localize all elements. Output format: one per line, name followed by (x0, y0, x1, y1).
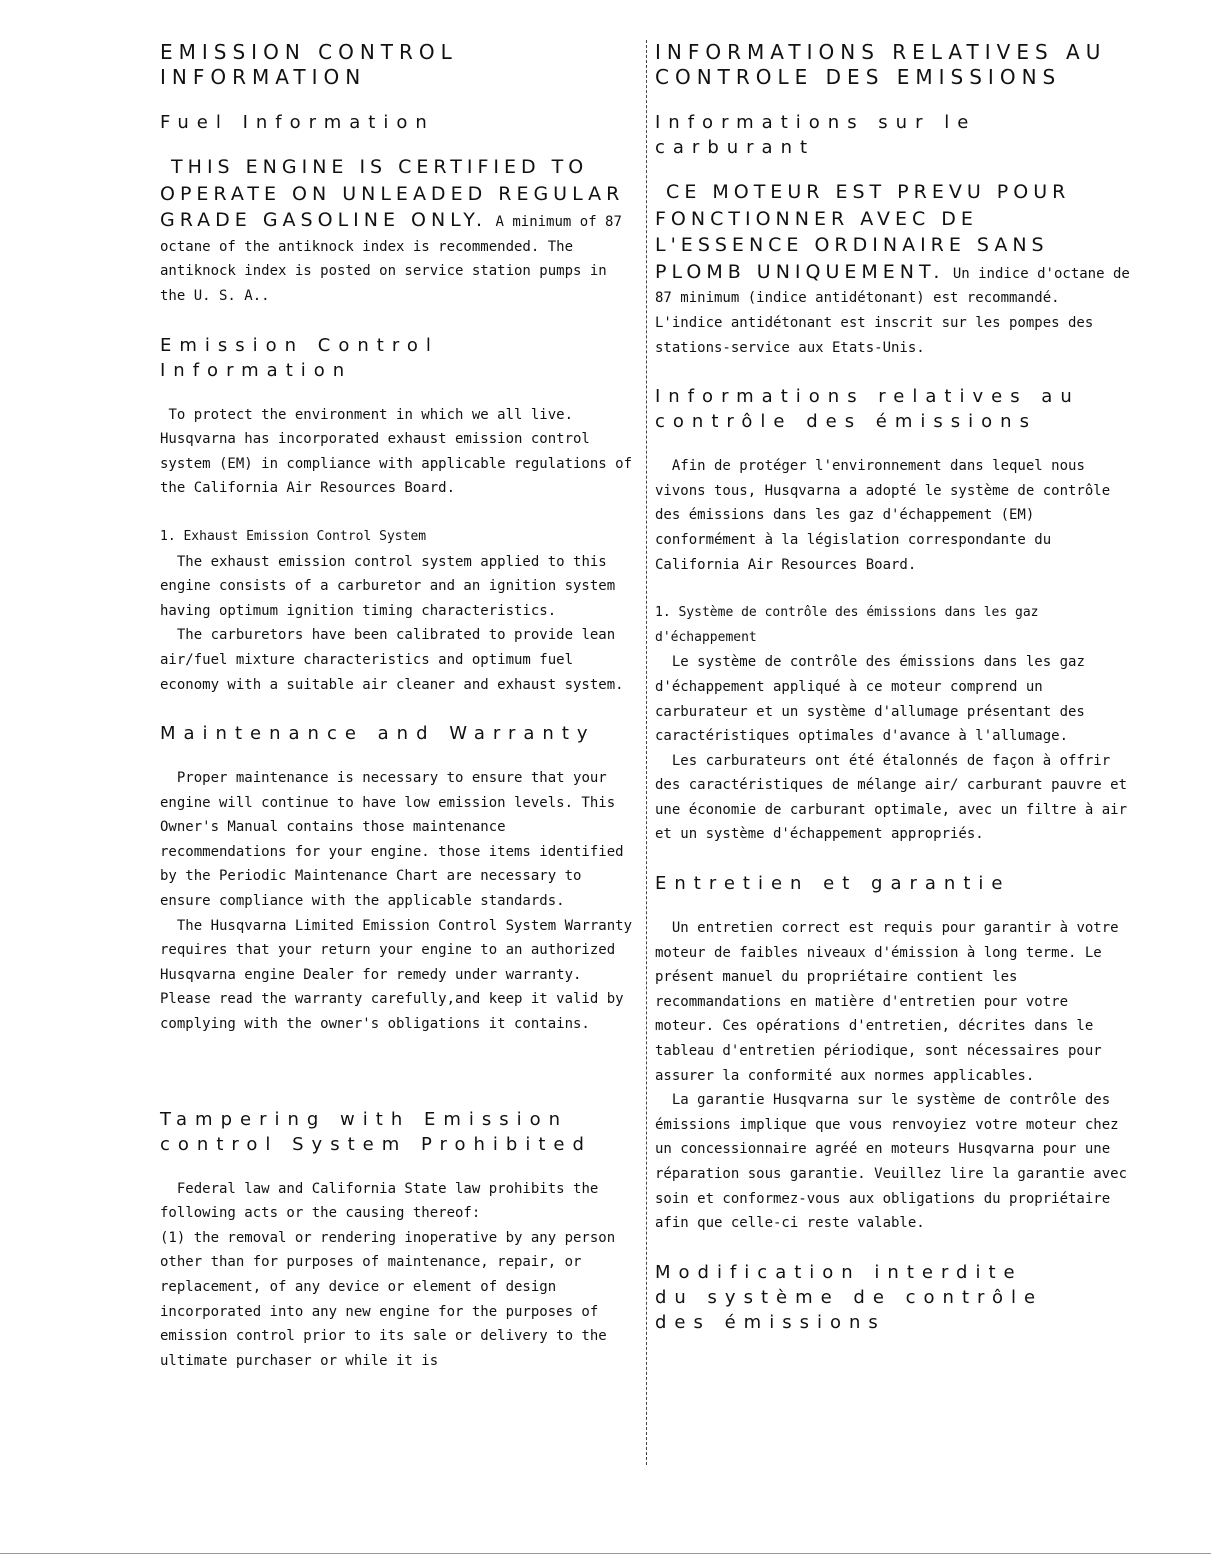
emission-control-text-fr: Afin de protéger l'environnement dans lequel nous vivons tous, Husqvarna a adopté le système de contrôle des émissions dans les gaz d'échappement (EM) conformément à la législation correspondante du California Air Resources Board. (655, 458, 1119, 573)
tampering-text: Federal law and California State law prohibits the following acts or the causing thereof: (1) the removal or rendering inoperative by any person other than for purposes of maintenance, repair, or replacement, of any device or element of design incorporated into any new engine for the purposes of emission control prior to its sale or delivery to the ultimate purchaser or while it is (160, 1180, 616, 1369)
tampering-heading: Tampering with Emission control System Prohibited (160, 1108, 592, 1155)
fuel-info-body-fr: Un indice d'octane de 87 minimum (indice antidétonant) est recommandé. L'indice antidétonant est inscrit sur les pompes des stations-service aux Etats-Unis. (655, 265, 1139, 356)
maintenance-para-2: The Husqvarna Limited Emission Control System Warranty requires that your return your engine to an authorized Husqvarna engine Dealer for remedy under warranty. Please read the warranty carefully,and keep it valid by complying with the owner's obligations it contains. (160, 917, 641, 1033)
column-divider (646, 40, 647, 1465)
exhaust-system-title: 1. Exhaust Emission Control System (160, 528, 427, 544)
fuel-info-caps: THIS ENGINE IS CERTIFIED TO OPERATE ON UNLEADED REGULAR GRADE GASOLINE ONLY. (160, 156, 636, 232)
maintenance-heading: Maintenance and Warranty (160, 723, 596, 745)
exhaust-system-para-2-fr: Les carburateurs ont été étalonnés de façon à offrir des caractéristiques de mélange air/ carburant pauvre et une économie de carburant optimale, avec un filtre à air et un système d'échappement appropriés. (655, 752, 1136, 843)
fuel-info-text (160, 155, 640, 309)
english-title: EMISSION CONTROL INFORMATION (160, 40, 458, 89)
english-column (160, 40, 640, 1397)
maintenance-para-2-fr: La garantie Husqvarna sur le système de contrôle des émissions implique que vous renvoyiez votre moteur chez un concessionnaire agréé en moteurs Husqvarna pour une réparation sous garantie. Veuillez lire la garantie avec soin et conformez-vous aux obligations du propriétaire afin que celle-ci reste valable. (655, 1092, 1136, 1232)
tampering-heading-fr: Modification interdite du système de contrôle des émissions (655, 1261, 1044, 1333)
exhaust-system-para-1: The exhaust emission control system applied to this engine consists of a carburetor and an ignition system having optimum ignition timing characteristics. (160, 553, 624, 619)
fuel-info-caps-fr: CE MOTEUR EST PREVU POUR FONCTIONNER AVEC DE L'ESSENCE ORDINAIRE SANS PLOMB UNIQUEMENT. (655, 181, 1082, 283)
fuel-info-heading-fr: Informations sur le carburant (655, 112, 977, 158)
maintenance-para-1-fr: Un entretien correct est requis pour garantir à votre moteur de faibles niveaux d'émission à long terme. Le présent manuel du propriétaire contient les recommandations en matière d'entretien pour votre moteur. Ces opérations d'entretien, décrites dans le tableau d'entretien périodique, sont nécessaires pour assurer la conformité aux normes applicables. (655, 920, 1128, 1084)
maintenance-para-1: Proper maintenance is necessary to ensure that your engine will continue to have low emission levels. This Owner's Manual contains those maintenance recommendations for your engine. those items identified by the Periodic Maintenance Chart are necessary to ensure compliance with the applicable standards. (160, 770, 633, 910)
fuel-info-heading: Fuel Information (160, 112, 435, 133)
french-column (655, 40, 1139, 1355)
french-title: INFORMATIONS RELATIVES AU CONTROLE DES EMISSIONS (655, 40, 1107, 89)
emission-control-heading-fr: Informations relatives au contrôle des émissions (655, 386, 1080, 433)
exhaust-system-para-1-fr: Le système de contrôle des émissions dans les gaz d'échappement appliqué à ce moteur comprend un carburateur et un système d'allumage présentant des caractéristiques optimales d'avance à l'allumage. (655, 654, 1094, 745)
emission-control-heading: Emission Control Information (160, 334, 439, 381)
fuel-info-body: A minimum of 87 octane of the antiknock index is recommended. The antiknock index is posted on service station pumps in the U. S. A.. (160, 214, 631, 304)
fuel-info-text-fr (655, 180, 1139, 360)
exhaust-system-para-2: The carburetors have been calibrated to provide lean air/fuel mixture characteristics and optimum fuel economy with a suitable air cleaner and exhaust system. (160, 627, 624, 693)
bottom-rule (0, 1553, 1211, 1554)
maintenance-heading-fr: Entretien et garantie (655, 873, 1011, 895)
emission-control-text: To protect the environment in which we all live. Husqvarna has incorporated exhaust emission control system (EM) in compliance with applicable regulations of the California Air Resources Board. (160, 406, 641, 497)
exhaust-system-title-fr: 1. Système de contrôle des émissions dans les gaz d'échappement (655, 605, 1039, 645)
